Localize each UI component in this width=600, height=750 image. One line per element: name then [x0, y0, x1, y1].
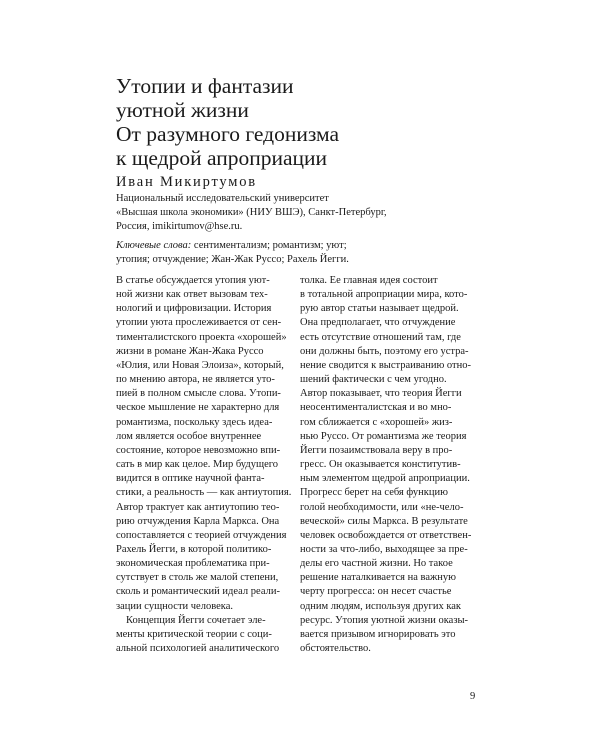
abstract-line: ным элементом щедрой апроприации. [300, 473, 470, 485]
affiliation-line: Россия, imikirtumov@hse.ru. [116, 221, 243, 233]
abstract-line: веческой» силы Маркса. В результате [300, 515, 468, 527]
abstract-line: сопоставляется с теорией отчуждения [116, 529, 287, 541]
article-title [116, 74, 516, 170]
abstract-line: экономическая проблематика при- [116, 558, 270, 570]
subtitle-line: От разумного гедонизма [116, 122, 340, 146]
abstract-line: по мнению автора, не является уто- [116, 374, 275, 386]
abstract-line: Автор показывает, что теория Йегги [300, 388, 462, 400]
abstract-line: сать в мир как целое. Мир будущего [116, 459, 279, 471]
abstract-line: стики, а реальность — как антиутопия. [116, 487, 292, 499]
abstract-line: тименталистского проекта «хорошей» [116, 331, 287, 343]
page-number: 9 [470, 691, 476, 702]
abstract-line: Автор трактует как антиутопию тео- [116, 501, 280, 513]
abstract-line: толка. Ее главная идея состоит [300, 275, 438, 286]
keywords-block [116, 239, 446, 267]
abstract-line: видится в оптике научной фанта- [116, 473, 265, 485]
abstract-line: вается призывом игнорировать это [300, 628, 456, 640]
abstract-line: нью Руссо. От романтизма же теория [300, 430, 467, 442]
abstract-line: Концепция Йегги сочетает эле- [126, 614, 266, 626]
abstract-line: рию отчуждения Карла Маркса. Она [116, 515, 280, 527]
abstract-line: нение сводится к выстраиванию отно- [300, 359, 471, 371]
abstract-line: обстоятельство. [300, 643, 371, 655]
author-name: Иван Микиртумов [116, 174, 257, 190]
abstract-line: в тотальной апроприации мира, кото- [300, 289, 468, 301]
abstract-line: лом является особое внутреннее [116, 430, 262, 442]
abstract-line: они должны быть, поэтому его устра- [300, 345, 469, 357]
abstract-line: нологий и цифровизации. История [116, 303, 272, 315]
abstract-line: голой необходимости, или «не-чело- [300, 501, 464, 513]
abstract-line: Прогресс берет на себя функцию [300, 487, 448, 499]
abstract-line: Рахель Йегги, в которой политико- [116, 543, 272, 555]
keywords-text: сентиментализм; романтизм; уют; [191, 240, 347, 251]
abstract-line: гом сближается с «хорошей» жиз- [300, 416, 453, 428]
abstract-line: черту прогресса: он несет счастье [300, 586, 452, 598]
abstract-right-column [300, 274, 482, 656]
title-line: уютной жизни [116, 98, 249, 122]
keywords-line: утопия; отчуждение; Жан-Жак Руссо; Рахель Йегги. [116, 254, 349, 266]
abstract-line: утопии уюта прослеживается от сен- [116, 317, 282, 329]
abstract-line: альной психологией аналитического [116, 643, 280, 655]
abstract-line: ной жизни как ответ вызовам тех- [116, 289, 268, 301]
abstract-line: состояние, которое невозможно впи- [116, 444, 281, 456]
abstract-line: делы его частной жизни. Но такое [300, 558, 453, 570]
abstract-line: пией в полном смысле слова. Утопи- [116, 388, 281, 400]
abstract-line: Йегги позаимствовала веру в про- [300, 444, 453, 456]
abstract-line: гресс. Он оказывается конститутив- [300, 459, 461, 471]
abstract-line: ности за что-либо, выходящее за пре- [300, 543, 468, 555]
keywords-line [116, 239, 446, 253]
abstract-line: «Юлия, или Новая Элоиза», который, [116, 359, 284, 371]
abstract-line: шений фактически с чем угодно. [300, 374, 447, 386]
abstract-left-column [116, 274, 298, 656]
abstract-line: есть отсутствие отношений там, где [300, 331, 461, 343]
abstract-line: ческое мышление не характерно для [116, 402, 280, 414]
title-line: Утопии и фантазии [116, 74, 294, 98]
abstract-line: жизни в романе Жан-Жака Руссо [116, 345, 264, 357]
abstract-line: решение наталкивается на важную [300, 572, 456, 584]
abstract-line: одним людям, используя других как [300, 600, 462, 612]
abstract-line: менты критической теории с соци- [116, 628, 272, 640]
abstract-line: сутствует в столь же малой степени, [116, 572, 279, 584]
abstract-line: Она предполагает, что отчуждение [300, 317, 456, 329]
abstract-line: человек освобождается от ответствен- [300, 529, 472, 541]
abstract-line: В статье обсуждается утопия уют- [116, 275, 270, 286]
affiliation-line: «Высшая школа экономики» (НИУ ВШЭ), Санкт-Петербург, [116, 207, 387, 219]
abstract-line: ресурс. Утопия уютной жизни оказы- [300, 614, 469, 626]
keywords-label: Ключевые слова: [116, 240, 192, 251]
author-affiliation [116, 192, 416, 235]
abstract-line: зации сущности человека. [116, 600, 233, 612]
abstract-line: неосентименталистская и во мно- [300, 402, 452, 414]
subtitle-line: к щедрой апроприации [116, 146, 328, 170]
abstract-line: рую автор статьи называет щедрой. [300, 303, 459, 315]
affiliation-line: Национальный исследовательский университет [116, 193, 329, 204]
abstract-line: сколь и романтический идеал реали- [116, 586, 280, 598]
abstract-line: романтизма, поскольку здесь идеа- [116, 416, 273, 428]
